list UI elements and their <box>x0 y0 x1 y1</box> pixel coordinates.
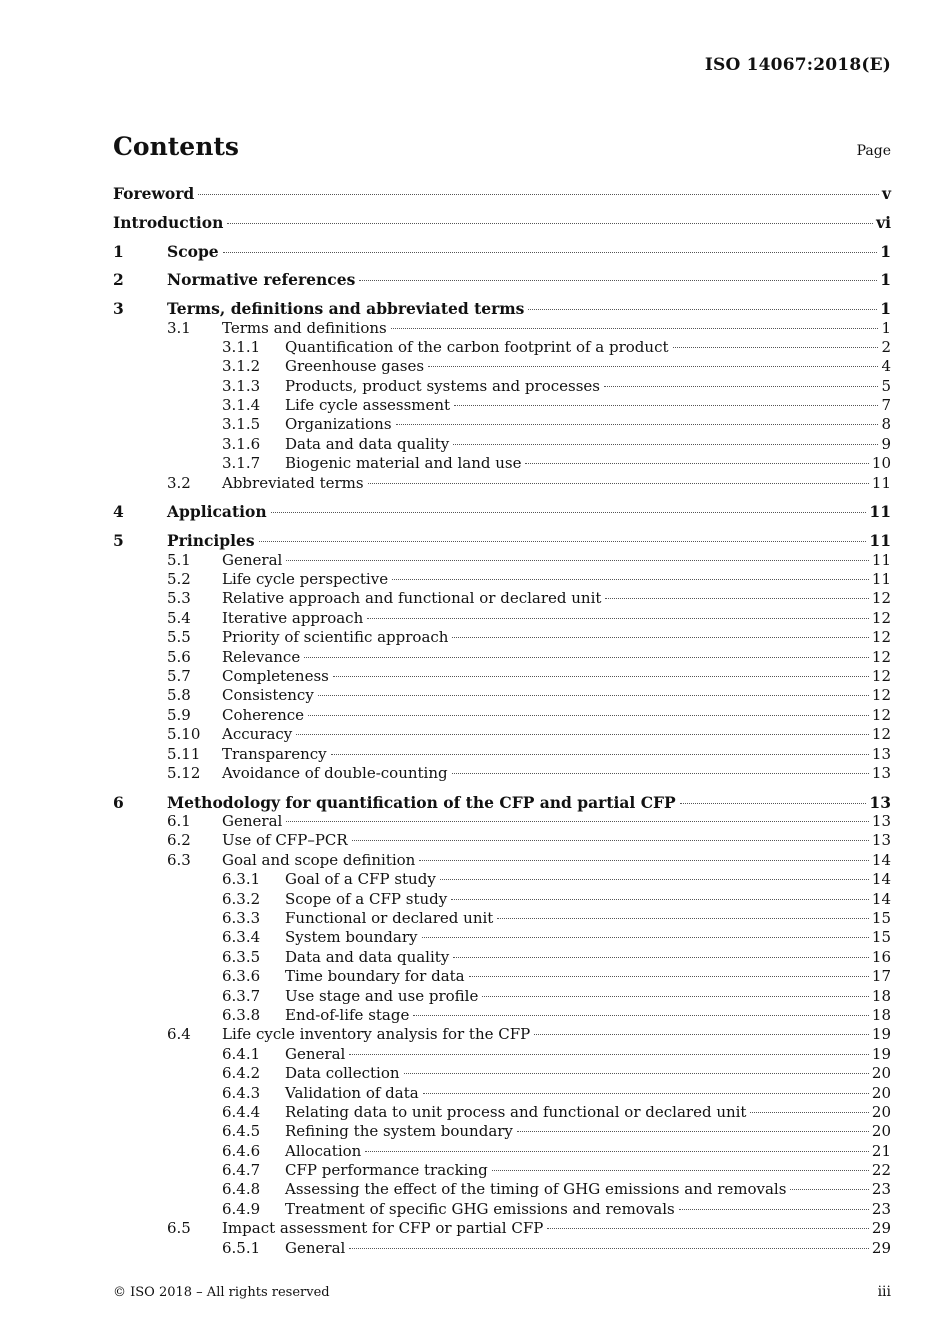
toc-entry-page: 29 <box>871 1238 891 1257</box>
dot-leader <box>534 1034 869 1035</box>
toc-entry-title: Assessing the effect of the timing of GHG emissions and removals <box>285 1180 787 1199</box>
toc-entry-title: Methodology for quantification of the CFP and partial CFP <box>167 792 676 812</box>
toc-entry-number: 5.7 <box>167 666 191 685</box>
toc-entry-page: v <box>881 184 891 203</box>
toc-entry[interactable] <box>113 1084 891 1103</box>
toc-entry-page: 20 <box>871 1122 891 1141</box>
toc-entry-number: 3.1.5 <box>222 415 261 434</box>
toc-entry-number: 6 <box>113 792 124 812</box>
toc-entry-page: 13 <box>871 812 891 831</box>
toc-entry-number: 5.12 <box>167 763 201 782</box>
dot-leader <box>605 598 869 599</box>
dot-leader <box>396 424 879 425</box>
toc-entry-number: 5.6 <box>167 647 191 666</box>
toc-entry[interactable] <box>113 242 891 261</box>
toc-entry[interactable] <box>113 890 891 909</box>
toc-entry-title: Application <box>167 502 267 522</box>
toc-entry-number: 3.1.4 <box>222 396 261 415</box>
toc-entry[interactable] <box>113 793 891 812</box>
dot-leader <box>349 1248 869 1249</box>
toc-entry[interactable] <box>113 184 891 203</box>
toc-entry-page: 13 <box>871 763 891 782</box>
toc-entry-number: 6.3.1 <box>222 870 261 889</box>
toc-entry-number: 5.1 <box>167 550 191 569</box>
toc-entry-number: 3.1.2 <box>222 357 261 376</box>
toc-entry-page: 20 <box>871 1083 891 1102</box>
toc-entry-title: Functional or declared unit <box>285 909 494 928</box>
toc-entry[interactable] <box>113 454 891 473</box>
toc-entry-number: 4 <box>113 502 124 522</box>
toc-entry-number: 6.4.5 <box>222 1122 261 1141</box>
toc-entry[interactable] <box>113 764 891 783</box>
footer-copyright: © ISO 2018 – All rights reserved <box>113 1285 330 1300</box>
toc-entry[interactable] <box>113 948 891 967</box>
dot-leader <box>454 405 878 406</box>
toc-entry-title: CFP performance tracking <box>285 1161 488 1180</box>
toc-entry-page: 29 <box>871 1219 891 1238</box>
toc-entry[interactable] <box>113 967 891 986</box>
toc-entry-title: Avoidance of double-counting <box>222 763 448 782</box>
toc-entry[interactable] <box>113 667 891 686</box>
toc-entry-page: 13 <box>869 792 891 812</box>
toc-entry-page: 5 <box>881 376 891 395</box>
toc-entry-title: Life cycle perspective <box>222 569 389 588</box>
toc-entry-number: 3.1.6 <box>222 434 261 453</box>
toc-entry-title: Normative references <box>167 270 356 290</box>
toc-entry-page: 23 <box>871 1180 891 1199</box>
toc-entry-title: Transparency <box>222 744 327 763</box>
toc-entry[interactable] <box>113 1025 891 1044</box>
toc-entry-title: Impact assessment for CFP or partial CFP <box>222 1219 544 1238</box>
toc-entry[interactable] <box>113 415 891 434</box>
dot-leader <box>352 840 869 841</box>
dot-leader <box>318 695 869 696</box>
toc-entry-number: 5.11 <box>167 744 201 763</box>
toc-entry-page: 12 <box>871 647 891 666</box>
dot-leader <box>604 386 878 387</box>
toc-entry-number: 6.3.5 <box>222 947 261 966</box>
toc-entry[interactable] <box>113 1200 891 1219</box>
dot-leader <box>349 1054 869 1055</box>
toc-entry[interactable] <box>113 1122 891 1141</box>
toc-entry-title: Terms, definitions and abbreviated terms <box>167 299 525 319</box>
toc-entry-title: Principles <box>167 531 255 551</box>
toc-entry-number: 5.4 <box>167 608 191 627</box>
toc-entry[interactable] <box>113 551 891 570</box>
dot-leader <box>680 803 867 804</box>
toc-entry[interactable] <box>113 628 891 647</box>
dot-leader <box>440 879 869 880</box>
toc-entry[interactable] <box>113 1180 891 1199</box>
toc-entry-page: 19 <box>871 1025 891 1044</box>
toc-entry-title: Data and data quality <box>285 434 450 453</box>
toc-entry-number: 3.1.1 <box>222 337 261 356</box>
dot-leader <box>367 618 869 619</box>
footer-page-number: iii <box>877 1284 891 1300</box>
dot-leader <box>525 463 868 464</box>
toc-entry-title: Iterative approach <box>222 608 364 627</box>
toc-entry-page: 11 <box>871 473 891 492</box>
toc-entry-page: 19 <box>871 1044 891 1063</box>
toc-entry-title: Biogenic material and land use <box>285 454 522 473</box>
toc-entry-page: 1 <box>880 241 891 261</box>
toc-entry-title: Relating data to unit process and functional or declared unit <box>285 1102 747 1121</box>
dot-leader <box>452 773 869 774</box>
toc-entry-title: Scope of a CFP study <box>285 889 448 908</box>
toc-entry-page: vi <box>876 212 891 232</box>
toc-entry[interactable] <box>113 338 891 357</box>
toc-entry-page: 2 <box>881 337 891 356</box>
toc-entry[interactable] <box>113 870 891 889</box>
dot-leader <box>453 444 878 445</box>
toc-entry-page: 21 <box>871 1141 891 1160</box>
toc-entry-page: 18 <box>871 986 891 1005</box>
dot-leader <box>223 252 878 253</box>
toc-entry-page: 7 <box>881 396 891 415</box>
toc-entry-number: 6.5 <box>167 1219 191 1238</box>
toc-entry-number: 5.9 <box>167 705 191 724</box>
toc-entry[interactable] <box>113 357 891 376</box>
toc-entry-title: Refining the system boundary <box>285 1122 513 1141</box>
toc-entry-title: Foreword <box>113 184 195 203</box>
dot-leader <box>482 996 869 997</box>
toc-entry[interactable] <box>113 213 891 232</box>
toc-entry-title: Goal and scope definition <box>222 850 416 869</box>
toc-entry-number: 6.4.1 <box>222 1044 261 1063</box>
toc-entry-title: Terms and definitions <box>222 318 387 337</box>
toc-entry-page: 12 <box>871 628 891 647</box>
page-column-label: Page <box>856 143 891 159</box>
toc-entry-number: 6.2 <box>167 831 191 850</box>
toc-entry-number: 6.4.8 <box>222 1180 261 1199</box>
toc-entry-page: 8 <box>881 415 891 434</box>
toc-entry-page: 17 <box>871 967 891 986</box>
toc-entry-number: 6.1 <box>167 812 191 831</box>
toc-entry-page: 20 <box>871 1102 891 1121</box>
toc-entry-title: Allocation <box>285 1141 362 1160</box>
dot-leader <box>452 637 868 638</box>
toc-entry-title: Life cycle assessment <box>285 396 451 415</box>
toc-entry-title: Validation of data <box>285 1083 419 1102</box>
toc-entry-page: 12 <box>871 589 891 608</box>
toc-entry-number: 6.3.4 <box>222 928 261 947</box>
toc-entry-number: 3.1 <box>167 318 191 337</box>
toc-entry-number: 6.5.1 <box>222 1238 261 1257</box>
toc-entry-title: End-of-life stage <box>285 1005 410 1024</box>
dot-leader <box>333 676 869 677</box>
toc-entry[interactable] <box>113 270 891 289</box>
toc-entry-title: General <box>285 1238 346 1257</box>
toc-entry-number: 6.4.9 <box>222 1199 261 1218</box>
toc-entry-number: 6.4.3 <box>222 1083 261 1102</box>
toc-entry-page: 9 <box>881 434 891 453</box>
toc-entry-page: 18 <box>871 1005 891 1024</box>
toc-entry-number: 6.4 <box>167 1025 191 1044</box>
toc-entry-number: 6.3 <box>167 850 191 869</box>
toc-entry-title: Priority of scientific approach <box>222 628 449 647</box>
toc-entry-page: 15 <box>871 928 891 947</box>
toc-entry-title: Abbreviated terms <box>222 473 364 492</box>
toc-entry[interactable] <box>113 706 891 725</box>
toc-entry-page: 11 <box>871 569 891 588</box>
toc-entry-page: 12 <box>871 725 891 744</box>
toc-entry-title: Relative approach and functional or declared unit <box>222 589 602 608</box>
toc-entry-page: 16 <box>871 947 891 966</box>
dot-leader <box>428 366 878 367</box>
toc-entry-page: 14 <box>871 870 891 889</box>
dot-leader <box>198 194 879 195</box>
toc-entry-title: Products, product systems and processes <box>285 376 600 395</box>
toc-entry[interactable] <box>113 474 891 493</box>
dot-leader <box>419 860 869 861</box>
document-header-standard: ISO 14067:2018(E) <box>704 55 891 75</box>
toc-entry-title: Organizations <box>285 415 392 434</box>
dot-leader <box>271 512 867 513</box>
toc-entry-page: 12 <box>871 666 891 685</box>
toc-entry[interactable] <box>113 1006 891 1025</box>
dot-leader <box>422 937 869 938</box>
toc-entry-number: 5.5 <box>167 628 191 647</box>
dot-leader <box>492 1170 869 1171</box>
toc-entry-number: 1 <box>113 241 124 261</box>
toc-entry-number: 6.3.2 <box>222 889 261 908</box>
toc-entry-title: Use stage and use profile <box>285 986 479 1005</box>
dot-leader <box>404 1073 869 1074</box>
toc-entry[interactable] <box>113 725 891 744</box>
dot-leader <box>423 1093 869 1094</box>
toc-entry-page: 11 <box>871 550 891 569</box>
toc-entry[interactable] <box>113 928 891 947</box>
toc-entry-page: 12 <box>871 608 891 627</box>
toc-entry-page: 11 <box>869 502 891 522</box>
toc-entry-title: Quantification of the carbon footprint of a product <box>285 337 669 356</box>
toc-entry[interactable] <box>113 1142 891 1161</box>
toc-entry-number: 6.3.6 <box>222 967 261 986</box>
toc-entry-number: 5.10 <box>167 725 201 744</box>
toc-entry-title: Goal of a CFP study <box>285 870 436 889</box>
toc-entry[interactable] <box>113 745 891 764</box>
contents-title: Contents <box>113 132 240 161</box>
dot-leader <box>304 657 869 658</box>
toc-entry-title: Completeness <box>222 666 329 685</box>
toc-entry[interactable] <box>113 609 891 628</box>
dot-leader <box>308 715 869 716</box>
toc-entry[interactable] <box>113 812 891 831</box>
toc-entry-number: 6.4.4 <box>222 1102 261 1121</box>
dot-leader <box>331 754 869 755</box>
toc-entry-page: 22 <box>871 1161 891 1180</box>
toc-entry-title: Consistency <box>222 686 314 705</box>
toc-entry[interactable] <box>113 831 891 850</box>
toc-entry-page: 1 <box>880 270 891 290</box>
toc-entry[interactable] <box>113 589 891 608</box>
dot-leader <box>790 1189 868 1190</box>
toc-entry-page: 23 <box>871 1199 891 1218</box>
toc-entry[interactable] <box>113 1045 891 1064</box>
toc-entry-title: Scope <box>167 241 219 261</box>
dot-leader <box>391 328 879 329</box>
toc-entry[interactable] <box>113 435 891 454</box>
toc-entry-number: 6.3.7 <box>222 986 261 1005</box>
toc-entry-page: 12 <box>871 686 891 705</box>
toc-entry-number: 6.4.6 <box>222 1141 261 1160</box>
toc-entry-page: 11 <box>869 531 891 551</box>
dot-leader <box>359 280 877 281</box>
dot-leader <box>679 1209 869 1210</box>
toc-entry-title: Use of CFP–PCR <box>222 831 348 850</box>
toc-entry[interactable] <box>113 1239 891 1258</box>
toc-entry-title: Life cycle inventory analysis for the CFP <box>222 1025 531 1044</box>
toc-entry[interactable] <box>113 502 891 521</box>
toc-entry-page: 14 <box>871 850 891 869</box>
toc-entry-number: 6.4.7 <box>222 1161 261 1180</box>
toc-entry-page: 20 <box>871 1064 891 1083</box>
toc-entry-page: 12 <box>871 705 891 724</box>
dot-leader <box>286 560 869 561</box>
toc-entry-title: General <box>285 1044 346 1063</box>
toc-entry-page: 1 <box>881 318 891 337</box>
dot-leader <box>227 223 873 224</box>
dot-leader <box>259 541 867 542</box>
toc-entry-number: 3 <box>113 299 124 319</box>
toc-entry[interactable] <box>113 299 891 318</box>
dot-leader <box>469 976 869 977</box>
dot-leader <box>368 483 869 484</box>
toc-entry[interactable] <box>113 1064 891 1083</box>
toc-entry-page: 10 <box>871 454 891 473</box>
toc-entry-page: 13 <box>871 831 891 850</box>
toc-entry-title: Time boundary for data <box>285 967 465 986</box>
table-of-contents <box>113 184 891 1258</box>
dot-leader <box>453 957 869 958</box>
toc-entry-title: Data and data quality <box>285 947 450 966</box>
toc-entry[interactable] <box>113 1161 891 1180</box>
toc-entry-number: 6.3.3 <box>222 909 261 928</box>
toc-entry-number: 3.2 <box>167 473 191 492</box>
dot-leader <box>392 579 869 580</box>
toc-entry-title: Greenhouse gases <box>285 357 425 376</box>
toc-entry-number: 6.4.2 <box>222 1064 261 1083</box>
toc-entry-number: 6.3.8 <box>222 1005 261 1024</box>
toc-entry-number: 3.1.3 <box>222 376 261 395</box>
toc-entry-title: Accuracy <box>222 725 293 744</box>
toc-entry-number: 5.3 <box>167 589 191 608</box>
toc-entry[interactable] <box>113 987 891 1006</box>
toc-entry-page: 14 <box>871 889 891 908</box>
toc-entry[interactable] <box>113 531 891 550</box>
toc-entry-page: 13 <box>871 744 891 763</box>
toc-entry-title: Data collection <box>285 1064 400 1083</box>
toc-entry-number: 2 <box>113 270 124 290</box>
toc-entry-title: General <box>222 550 283 569</box>
toc-entry-number: 3.1.7 <box>222 454 261 473</box>
toc-entry-title: System boundary <box>285 928 418 947</box>
toc-entry[interactable] <box>113 377 891 396</box>
dot-leader <box>413 1015 869 1016</box>
toc-entry[interactable] <box>113 1103 891 1122</box>
toc-entry-title: Coherence <box>222 705 305 724</box>
toc-entry-title: Treatment of specific GHG emissions and removals <box>285 1199 675 1218</box>
toc-entry[interactable] <box>113 686 891 705</box>
toc-entry-title: General <box>222 812 283 831</box>
toc-entry-number: 5.8 <box>167 686 191 705</box>
toc-entry-page: 15 <box>871 909 891 928</box>
dot-leader <box>497 918 869 919</box>
dot-leader <box>451 899 869 900</box>
toc-entry[interactable] <box>113 1219 891 1238</box>
toc-entry[interactable] <box>113 570 891 589</box>
dot-leader <box>673 347 879 348</box>
dot-leader <box>528 309 877 310</box>
toc-entry[interactable] <box>113 396 891 415</box>
toc-entry-page: 1 <box>880 299 891 319</box>
dot-leader <box>517 1131 869 1132</box>
dot-leader <box>286 821 869 822</box>
toc-entry-number: 5.2 <box>167 569 191 588</box>
dot-leader <box>365 1151 869 1152</box>
dot-leader <box>547 1228 869 1229</box>
toc-entry[interactable] <box>113 851 891 870</box>
toc-entry-number: 5 <box>113 531 124 551</box>
toc-entry-title: Introduction <box>113 212 224 232</box>
toc-entry[interactable] <box>113 319 891 338</box>
toc-entry[interactable] <box>113 648 891 667</box>
toc-entry-title: Relevance <box>222 647 301 666</box>
toc-entry-page: 4 <box>881 357 891 376</box>
dot-leader <box>750 1112 868 1113</box>
toc-entry[interactable] <box>113 909 891 928</box>
dot-leader <box>296 734 869 735</box>
